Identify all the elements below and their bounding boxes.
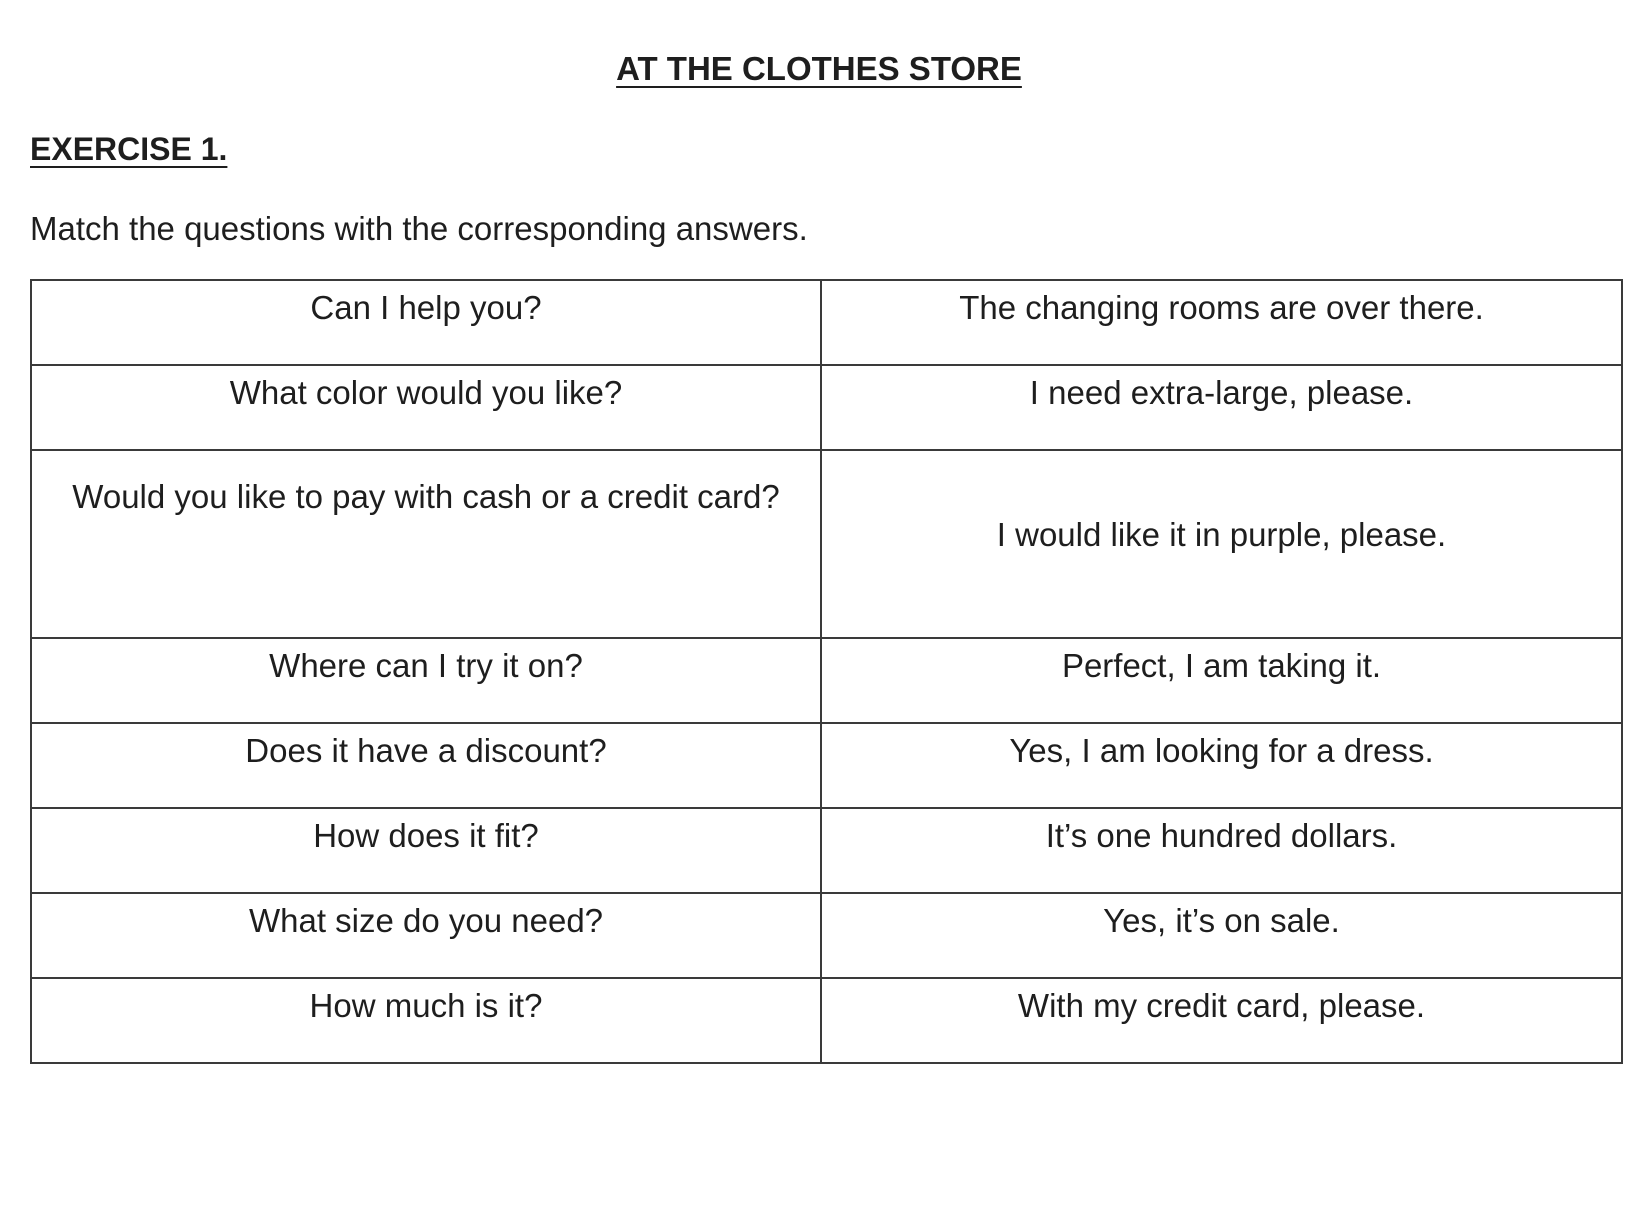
table-row [31,638,1622,723]
answer-cell: It’s one hundred dollars. [821,808,1622,893]
question-cell: Where can I try it on? [31,638,821,723]
exercise-instruction: Match the questions with the corresponding answers. [30,210,808,247]
answer-cell: I would like it in purple, please. [821,450,1622,638]
answer-cell: Yes, I am looking for a dress. [821,723,1622,808]
table-row [31,280,1622,365]
table-row [31,450,1622,638]
question-cell: How does it fit? [31,808,821,893]
table-row [31,893,1622,978]
table-row [31,978,1622,1063]
question-cell: What color would you like? [31,365,821,450]
question-cell: Would you like to pay with cash or a credit card? [31,450,821,638]
table-row [31,723,1622,808]
page-title-text: AT THE CLOTHES STORE [616,50,1022,87]
page-title [0,50,1638,88]
answer-cell: With my credit card, please. [821,978,1622,1063]
answer-cell: The changing rooms are over there. [821,280,1622,365]
exercise-heading: EXERCISE 1. [30,131,228,167]
table-row [31,365,1622,450]
matching-table [30,279,1623,1064]
question-cell: What size do you need? [31,893,821,978]
question-cell: How much is it? [31,978,821,1063]
answer-cell: I need extra-large, please. [821,365,1622,450]
answer-cell: Perfect, I am taking it. [821,638,1622,723]
question-cell: Does it have a discount? [31,723,821,808]
table-row [31,808,1622,893]
answer-cell: Yes, it’s on sale. [821,893,1622,978]
question-cell: Can I help you? [31,280,821,365]
